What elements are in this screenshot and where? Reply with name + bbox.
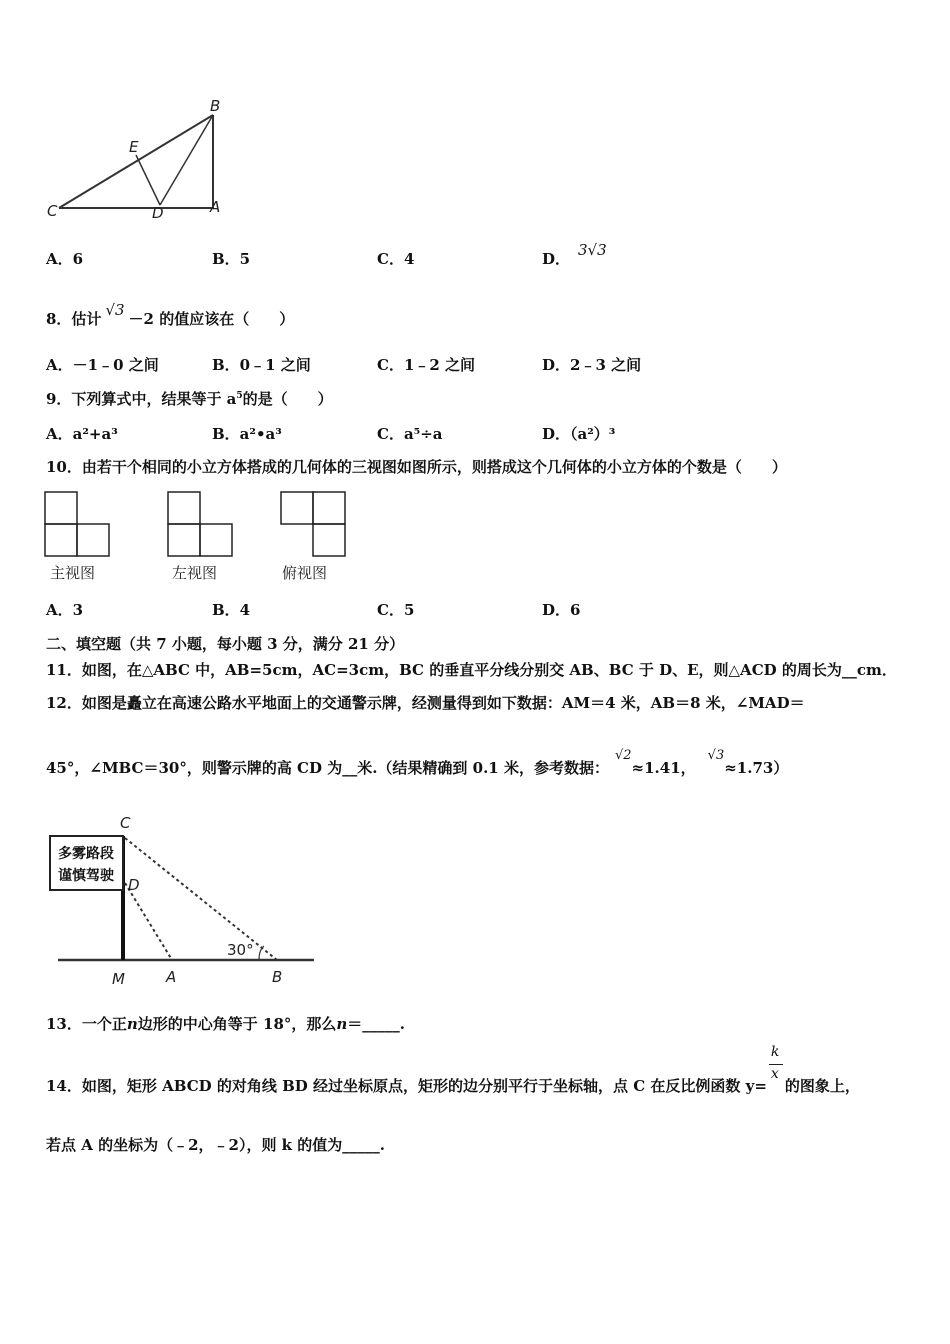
question-13: 13．一个正n边形的中心角等于 18°，那么n＝_____. (46, 1015, 406, 1033)
sign-label-D: D (128, 876, 140, 894)
question-11: 11．如图，在△ABC 中，AB=5cm，AC=3cm，BC 的垂直平分线分别交 AB、BC 于 D、E，则△ACD 的周长为__cm． (46, 661, 897, 679)
label-E: E (129, 138, 139, 156)
three-views-figure (40, 488, 360, 588)
sign-label-A: A (166, 968, 177, 986)
triangle-figure (40, 95, 240, 225)
label-D: D (152, 204, 164, 222)
question-14-line1: 14．如图，矩形 ABCD 的对角线 BD 经过坐标原点，矩形的边分别平行于坐标轴，点 C 在反比例函数 y= $\frac{k}{x}$ 的图象上， (46, 1044, 860, 1095)
q7-option-b: B．5 (212, 250, 251, 268)
view-front-label: 主视图 (50, 564, 96, 582)
question-10: 10．由若干个相同的小立方体搭成的几何体的三视图如图所示，则搭成这个几何体的小立方体的个数是（ ） (46, 458, 787, 476)
label-C: C (47, 202, 58, 220)
label-A: A (210, 198, 221, 216)
sign-line2: 谨慎驾驶 (58, 868, 114, 884)
q7-option-a: A．6 (46, 250, 84, 268)
q8-option-d: D．2﹣3 之间 (542, 356, 642, 374)
sign-label-M: M (112, 970, 125, 988)
angle-label: 30° (227, 941, 254, 959)
view-left-label: 左视图 (172, 564, 218, 582)
question-12-line1: 12．如图是矗立在高速公路水平地面上的交通警示牌，经测量得到如下数据：AM＝4 米，AB＝8 米，∠MAD＝ (46, 694, 805, 712)
question-14-line2: 若点 A 的坐标为（﹣2，﹣2），则 k 的值为_____. (46, 1136, 386, 1154)
q8-option-a: A．－1﹣0 之间 (46, 356, 159, 374)
warning-sign-figure (44, 808, 324, 993)
q9-option-a: A．a²+a³ (46, 425, 118, 443)
q8-option-c: C．1﹣2 之间 (377, 356, 476, 374)
label-B: B (210, 97, 221, 115)
question-9: 9．下列算式中，结果等于 $a^5$的是（ ） (46, 390, 333, 408)
q7-option-d: D． 3√3 (542, 241, 607, 268)
sign-line1: 多雾路段 (58, 846, 114, 862)
q10-option-b: B．4 (212, 601, 251, 619)
question-12-line2: 45°，∠MBC＝30°，则警示牌的高 CD 为__米.（结果精确到 0.1 米，参考数据：√2≈1.41，√3≈1.73） (46, 748, 789, 777)
q9-option-b: B．a²•a³ (212, 425, 282, 443)
q10-option-d: D．6 (542, 601, 581, 619)
q7-option-c: C．4 (377, 250, 415, 268)
sign-label-C: C (120, 814, 131, 832)
question-8: 8．估计 √3 －2 的值应该在（ ） (46, 301, 295, 328)
q8-option-b: B．0﹣1 之间 (212, 356, 311, 374)
q10-option-a: A．3 (46, 601, 84, 619)
q10-option-c: C．5 (377, 601, 415, 619)
q9-option-c: C．a⁵÷a (377, 425, 443, 443)
section-2-heading: 二、填空题（共 7 小题，每小题 3 分，满分 21 分） (46, 635, 405, 653)
q9-option-d: D．（a²）³ (542, 425, 616, 443)
sign-label-B: B (272, 968, 283, 986)
view-top-label: 俯视图 (282, 564, 328, 582)
